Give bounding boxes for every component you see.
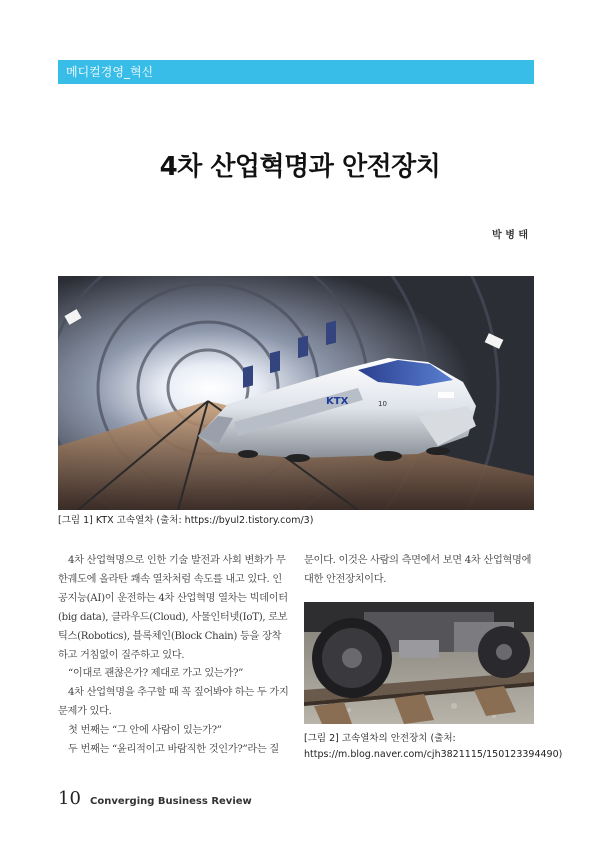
page-number: 10 bbox=[58, 788, 81, 809]
paragraph: 문이다. 이것은 사람의 측면에서 보면 4차 산업혁명에 대한 안전장치이다. bbox=[304, 555, 532, 585]
paragraph: 4차 산업혁명으로 인한 기술 발전과 사회 변화가 무한궤도에 올라탄 쾌속 열차처럼 속도를 내고 있다. 인공지능(AI)이 운전하는 4차 산업혁명 열차는 빅데이터(big data), 클라우드(Cloud), 사물인터넷(IoT), 로보틱스(Robotics), 블록체인(Block Chain) 등을 장착하고 거침없이 질주하고 있다. bbox=[58, 555, 288, 661]
body-text-right-column bbox=[304, 552, 536, 590]
journal-name: Converging Business Review bbox=[90, 796, 252, 807]
body-text-left-column bbox=[58, 552, 290, 760]
author-name: 박 병 태 bbox=[492, 230, 528, 241]
figure1-caption: [그림 1] KTX 고속열차 (출처: https://byul2.tistory.com/3) bbox=[58, 515, 314, 526]
figure-train-wheel-image bbox=[304, 602, 534, 724]
page-footer bbox=[58, 788, 252, 809]
section-header: 메디컬경영_혁신 bbox=[58, 60, 534, 84]
figure-ktx-train-image bbox=[58, 276, 534, 510]
svg-text:10: 10 bbox=[378, 400, 387, 408]
article-title: 4차 산업혁명과 안전장치 bbox=[159, 152, 441, 182]
paragraph: 첫 번째는 “그 안에 사람이 있는가?” bbox=[68, 725, 222, 737]
figure2-caption: [그림 2] 고속열차의 안전장치 (출처: https://m.blog.naver.com/cjh3821115/150123394490) bbox=[304, 733, 563, 760]
paragraph: “이대로 괜찮은가? 제대로 가고 있는가?” bbox=[68, 668, 244, 680]
svg-text:KTX: KTX bbox=[326, 396, 349, 407]
paragraph: 4차 산업혁명을 추구할 때 꼭 짚어봐야 하는 두 가지 문제가 있다. bbox=[58, 687, 289, 718]
paragraph: 두 번째는 “윤리적이고 바람직한 것인가?”라는 질 bbox=[68, 744, 279, 756]
